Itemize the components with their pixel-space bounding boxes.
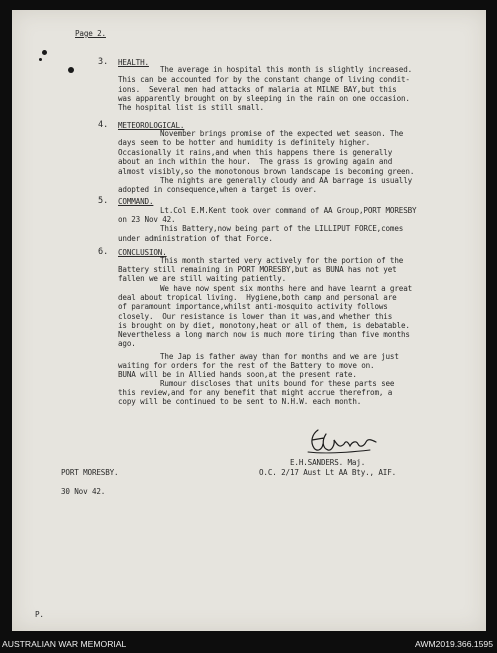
section-line: almost visibly,so the monotonous brown landscape is becoming green. — [118, 167, 415, 176]
section-line: Rumour discloses that units bound for these parts see — [160, 379, 395, 388]
section-line: fallen we are still waiting patiently. — [118, 274, 287, 283]
section-line: This Battery,now being part of the LILLIPUT FORCE,comes — [160, 224, 404, 233]
signatory-name: E.H.SANDERS. Maj. — [290, 458, 366, 467]
section-heading: COMMAND. — [118, 197, 154, 206]
document-page — [12, 10, 486, 631]
section-number: 4. — [98, 120, 109, 130]
section-line: This month started very actively for the portion of the — [160, 256, 404, 265]
date-of-issue: 30 Nov 42. — [61, 487, 106, 496]
section-line: Lt.Col E.M.Kent took over command of AA Group,PORT MORESBY — [160, 206, 417, 215]
section-line: about an inch within the hour. The grass is growing again and — [118, 157, 393, 166]
section-line: on 23 Nov 42. — [118, 215, 176, 224]
section-line: ions. Several men had attacks of malaria at MILNE BAY,but this — [118, 85, 397, 94]
section-line: The average in hospital this month is slightly increased. — [160, 65, 413, 74]
section-line: ago. — [118, 339, 136, 348]
section-line: BUNA will be in Allied hands soon,at the present rate. — [118, 370, 357, 379]
footer-accession-number: AWM2019.366.1595 — [414, 639, 493, 649]
archive-footer — [0, 635, 497, 653]
signatory-title: O.C. 2/17 Aust Lt AA Bty., AIF. — [259, 468, 397, 477]
section-line: adopted in consequence,when a target is over. — [118, 185, 317, 194]
section-line: We have now spent six months here and have learnt a great — [160, 284, 413, 293]
section-line: is brought on by diet, monotony,heat or all of them, is debatable. — [118, 321, 410, 330]
section-line: Battery still remaining in PORT MORESBY,but as BUNA has not yet — [118, 265, 397, 274]
section-heading: HEALTH. — [118, 58, 149, 67]
ink-blot — [68, 67, 74, 73]
section-line: waiting for orders for the rest of the Battery to move on. — [118, 361, 375, 370]
section-line: this review,and for any benefit that might accrue therefrom, a — [118, 388, 393, 397]
section-heading: CONCLUSION. — [118, 248, 167, 257]
section-line: This can be accounted for by the constant change of living condit- — [118, 75, 410, 84]
section-number: 5. — [98, 196, 109, 206]
initial-mark: P. — [35, 610, 44, 619]
section-line: of paramount importance,whilst anti-mosquito activity follows — [118, 302, 388, 311]
ink-blot — [39, 58, 42, 61]
section-line: The hospital list is still small. — [118, 103, 264, 112]
section-line: closely. Our resistance is lower than it was,and whether this — [118, 312, 393, 321]
ink-blot — [42, 50, 47, 55]
place-of-issue: PORT MORESBY. — [61, 468, 119, 477]
handwritten-signature — [304, 424, 384, 458]
section-line: under administration of that Force. — [118, 234, 273, 243]
section-line: was apparently brought on by sleeping in the rain on one occasion. — [118, 94, 410, 103]
section-heading: METEOROLOGICAL. — [118, 121, 185, 130]
section-line: days seem to be hotter and humidity is definitely higher. — [118, 138, 371, 147]
section-line: deal about tropical living. Hygiene,both camp and personal are — [118, 293, 397, 302]
section-number: 6. — [98, 247, 109, 257]
page-label: Page 2. — [75, 29, 106, 38]
section-line: Occasionally it rains,and when this happens there is generally — [118, 148, 393, 157]
section-line: November brings promise of the expected wet season. The — [160, 129, 404, 138]
section-line: copy will be continued to be sent to N.H.W. each month. — [118, 397, 362, 406]
footer-institution: AUSTRALIAN WAR MEMORIAL — [2, 639, 127, 649]
section-line: Nevertheless a long march now is much more tiring than five months — [118, 330, 410, 339]
section-line: The Jap is father away than for months and we are just — [160, 352, 399, 361]
section-line: The nights are generally cloudy and AA barrage is usually — [160, 176, 413, 185]
section-number: 3. — [98, 57, 109, 67]
